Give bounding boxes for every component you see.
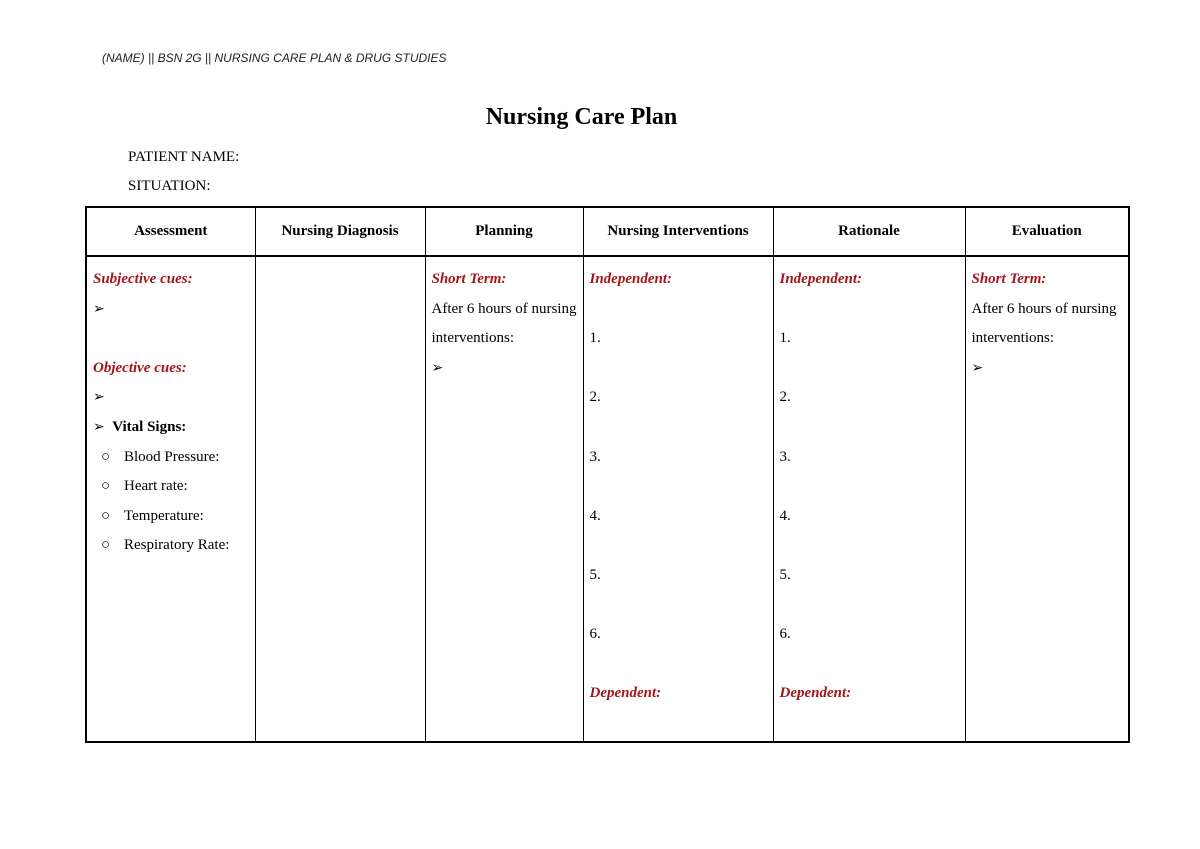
column-header-evaluation: Evaluation	[965, 207, 1129, 256]
rationale-dependent-heading: Dependent:	[779, 685, 852, 702]
intervention-number: 4.	[589, 507, 601, 524]
intervention-number: 3.	[589, 448, 601, 465]
assessment-cell[interactable]	[86, 256, 255, 742]
column-header-rationale: Rationale	[773, 207, 965, 256]
intervention-number: 6.	[589, 626, 601, 643]
vital-sign-temperature: Temperature:	[124, 507, 204, 524]
rationale-number: 6.	[779, 626, 791, 643]
objective-cues-heading: Objective cues:	[93, 359, 187, 376]
interventions-dependent-heading: Dependent:	[589, 685, 662, 702]
rationale-number: 1.	[779, 330, 791, 347]
evaluation-short-term-heading: Short Term:	[971, 271, 1047, 287]
evaluation-cell[interactable]	[965, 256, 1129, 742]
running-header: (NAME) || BSN 2G || NURSING CARE PLAN & DRUG STUDIES	[102, 51, 447, 65]
arrow-bullet-icon: ➢	[971, 360, 984, 376]
arrow-bullet-icon: ➢	[93, 390, 105, 406]
intervention-number: 5.	[589, 566, 601, 583]
circle-bullet-icon: ○	[101, 448, 111, 465]
list-item	[93, 443, 249, 473]
vital-sign-blood-pressure: Blood Pressure:	[124, 448, 220, 465]
table-header-row	[86, 207, 1129, 256]
rationale-independent-heading: Independent:	[779, 271, 862, 287]
vital-signs-list	[93, 443, 249, 561]
column-header-nursing-interventions: Nursing Interventions	[583, 207, 773, 256]
list-item	[93, 531, 249, 561]
arrow-bullet-icon: ➢	[93, 301, 105, 317]
rationale-cell[interactable]	[773, 256, 965, 742]
list-item	[93, 502, 249, 532]
patient-name-label: PATIENT NAME:	[128, 149, 240, 165]
list-item	[93, 472, 249, 502]
intervention-number: 2.	[589, 389, 601, 406]
interventions-cell[interactable]	[583, 256, 773, 742]
care-plan-table	[85, 206, 1130, 743]
circle-bullet-icon: ○	[101, 507, 111, 524]
vital-signs-row	[93, 413, 249, 443]
arrow-bullet-icon: ➢	[93, 419, 105, 435]
rationale-number: 4.	[779, 507, 791, 524]
circle-bullet-icon: ○	[101, 478, 111, 495]
planning-short-term-heading: Short Term:	[431, 271, 507, 287]
column-header-planning: Planning	[425, 207, 583, 256]
page-title: Nursing Care Plan	[485, 104, 678, 130]
situation-label: SITUATION:	[128, 178, 211, 194]
interventions-independent-heading: Independent:	[589, 271, 672, 287]
column-header-assessment: Assessment	[86, 207, 255, 256]
column-header-nursing-diagnosis: Nursing Diagnosis	[255, 207, 425, 256]
intervention-number: 1.	[589, 330, 601, 347]
vital-sign-heart-rate: Heart rate:	[124, 478, 188, 495]
rationale-number: 3.	[779, 448, 791, 465]
subjective-cues-heading: Subjective cues:	[93, 271, 193, 287]
table-row	[86, 256, 1129, 742]
planning-text: After 6 hours of nursing interventions:	[431, 300, 577, 347]
rationale-number: 5.	[779, 566, 791, 583]
vital-signs-label: Vital Signs:	[112, 418, 187, 435]
nursing-diagnosis-cell[interactable]	[255, 256, 425, 742]
vital-sign-respiratory-rate: Respiratory Rate:	[124, 537, 230, 554]
arrow-bullet-icon: ➢	[431, 360, 444, 376]
evaluation-text: After 6 hours of nursing interventions:	[971, 300, 1117, 347]
rationale-number: 2.	[779, 389, 791, 406]
circle-bullet-icon: ○	[101, 537, 111, 554]
planning-cell[interactable]	[425, 256, 583, 742]
